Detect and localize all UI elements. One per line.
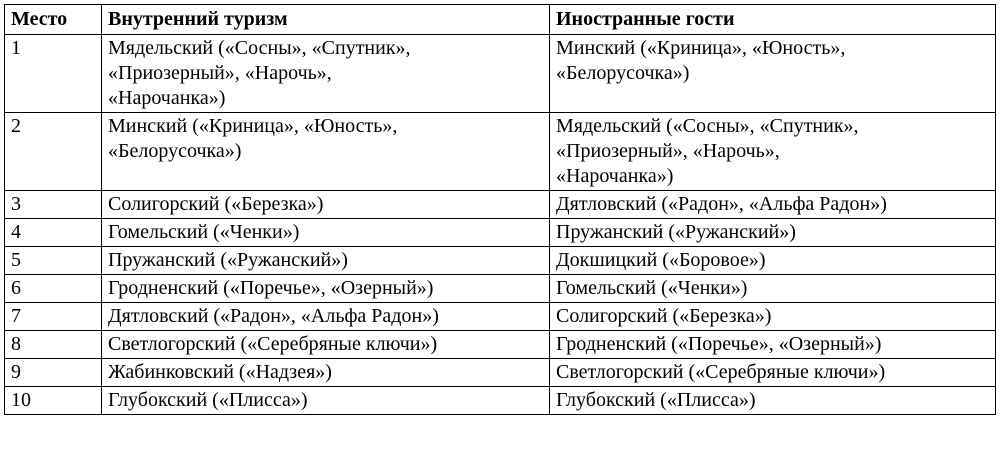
cell-domestic	[102, 303, 550, 331]
cell-domestic	[102, 387, 550, 415]
cell-foreign	[550, 303, 996, 331]
cell-rank: 5	[5, 247, 102, 275]
table-row	[5, 219, 996, 247]
cell-domestic	[102, 219, 550, 247]
cell-rank: 2	[5, 113, 102, 191]
cell-line: «Приозерный», «Нарочь»,	[556, 140, 780, 162]
table-row	[5, 275, 996, 303]
cell-line: Дятловский («Радон», «Альфа Радон»)	[556, 193, 887, 215]
header-foreign: Иностранные гости	[550, 5, 996, 35]
cell-rank: 7	[5, 303, 102, 331]
cell-line: Гродненский («Поречье», «Озерный»)	[108, 277, 434, 299]
cell-line: Дятловский («Радон», «Альфа Радон»)	[108, 305, 439, 327]
cell-rank: 3	[5, 191, 102, 219]
cell-line: Минский («Криница», «Юность»,	[108, 115, 398, 137]
cell-line: «Нарочанка»)	[108, 87, 226, 109]
cell-foreign	[550, 219, 996, 247]
cell-line: Минский («Криница», «Юность»,	[556, 37, 846, 59]
cell-foreign	[550, 113, 996, 191]
cell-domestic	[102, 191, 550, 219]
table-row	[5, 35, 996, 113]
cell-line: «Белорусочка»)	[556, 62, 690, 84]
cell-line: Солигорский («Березка»)	[556, 305, 772, 327]
cell-domestic	[102, 331, 550, 359]
table-row	[5, 191, 996, 219]
table-row	[5, 303, 996, 331]
table-row	[5, 247, 996, 275]
cell-line: Светлогорский («Серебряные ключи»)	[556, 361, 886, 383]
cell-line: «Приозерный», «Нарочь»,	[108, 62, 332, 84]
cell-rank: 10	[5, 387, 102, 415]
cell-foreign	[550, 387, 996, 415]
cell-foreign	[550, 191, 996, 219]
header-domestic: Внутренний туризм	[102, 5, 550, 35]
cell-rank: 6	[5, 275, 102, 303]
cell-line: «Белорусочка»)	[108, 140, 242, 162]
cell-line: Мядельский («Сосны», «Спутник»,	[108, 37, 411, 59]
table-body	[5, 35, 996, 415]
cell-line: Солигорский («Березка»)	[108, 193, 324, 215]
cell-line: Жабинковский («Надзея»)	[108, 361, 332, 383]
cell-foreign	[550, 35, 996, 113]
cell-domestic	[102, 113, 550, 191]
table-row	[5, 113, 996, 191]
cell-foreign	[550, 247, 996, 275]
cell-domestic	[102, 275, 550, 303]
cell-rank: 9	[5, 359, 102, 387]
cell-line: Глубокский («Плисса»)	[556, 389, 756, 411]
cell-foreign	[550, 275, 996, 303]
cell-foreign	[550, 331, 996, 359]
cell-line: «Нарочанка»)	[556, 165, 674, 187]
cell-domestic	[102, 359, 550, 387]
cell-line: Пружанский («Ружанский»)	[108, 249, 348, 271]
cell-line: Пружанский («Ружанский»)	[556, 221, 796, 243]
table-header-row	[5, 5, 996, 35]
ranking-table	[4, 4, 996, 415]
cell-rank: 8	[5, 331, 102, 359]
header-rank: Место	[5, 5, 102, 35]
table-row	[5, 331, 996, 359]
cell-line: Гомельский («Ченки»)	[108, 221, 300, 243]
cell-line: Мядельский («Сосны», «Спутник»,	[556, 115, 859, 137]
cell-domestic	[102, 35, 550, 113]
cell-rank: 4	[5, 219, 102, 247]
cell-line: Гродненский («Поречье», «Озерный»)	[556, 333, 882, 355]
cell-line: Светлогорский («Серебряные ключи»)	[108, 333, 438, 355]
cell-rank: 1	[5, 35, 102, 113]
cell-line: Докшицкий («Боровое»)	[556, 249, 766, 271]
cell-line: Гомельский («Ченки»)	[556, 277, 748, 299]
cell-line: Глубокский («Плисса»)	[108, 389, 308, 411]
cell-domestic	[102, 247, 550, 275]
table-row	[5, 359, 996, 387]
cell-foreign	[550, 359, 996, 387]
table-row	[5, 387, 996, 415]
